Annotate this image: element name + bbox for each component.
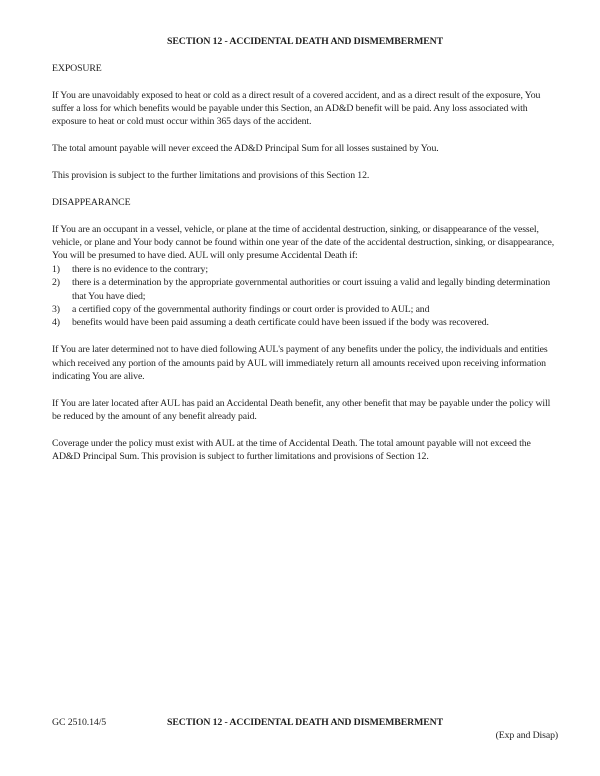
list-item-number: 2) [52, 277, 60, 289]
list-item-number: 1) [52, 263, 60, 275]
exposure-paragraph-2: The total amount payable will never exceed the AD&D Principal Sum for all losses sustained by You. [52, 143, 439, 155]
document-content [52, 35, 558, 464]
disappearance-heading: DISAPPEARANCE [52, 196, 131, 208]
exposure-paragraph-1: If You are unavoidably exposed to heat or cold as a direct result of a covered accident, and as a direct result of the exposure, You suffer a loss for which benefits would be payable under this Section, an AD&D benefit will be paid. Any loss associated with exposure to heat or cold must occur within 365 days of the accident. [52, 89, 541, 128]
footer-title-line [52, 716, 558, 729]
footer-note: (Exp and Disap) [495, 730, 558, 742]
list-item-number: 3) [52, 304, 60, 316]
presumed-death-conditions-list [52, 263, 558, 330]
disappearance-paragraph-1: If You are later determined not to have died following AUL's payment of any benefits under the policy, the individuals and entities which received any portion of the amounts paid by AUL will immediately return all amounts received upon receiving information indicating You are alive. [52, 344, 548, 383]
disappearance-intro-paragraph: If You are an occupant in a vessel, vehicle, or plane at the time of accidental destruction, sinking, or disappearance of the vessel, vehicle, or plane and Your body cannot be found within one year of the date of the accidental destruction, sinking, or disappearance, You will be presumed to have died. AUL will only presume Accidental Death if: [52, 223, 555, 262]
exposure-paragraph-3: This provision is subject to the further limitations and provisions of this Section 12. [52, 170, 370, 181]
list-item-text: a certified copy of the governmental authority findings or court order is provided to AUL; and [72, 304, 430, 316]
disappearance-paragraph-3: Coverage under the policy must exist with AUL at the time of Accidental Death. The total amount payable will not exceed the AD&D Principal Sum. This provision is subject to further limitations and provisions of Section 12. [52, 438, 531, 463]
disappearance-paragraph-2: If You are later located after AUL has paid an Accidental Death benefit, any other benefit that may be payable under the policy will be reduced by the amount of any benefit already paid. [52, 397, 551, 423]
page-footer [52, 716, 558, 743]
list-item [52, 263, 558, 276]
list-item [52, 303, 558, 316]
list-item [52, 276, 558, 303]
page-title: SECTION 12 - ACCIDENTAL DEATH AND DISMEMBERMENT [167, 36, 443, 47]
list-item-number: 4) [52, 317, 60, 329]
list-item-text: benefits would have been paid assuming a death certificate could have been issued if the body was recovered. [72, 317, 489, 329]
footer-section-title: SECTION 12 - ACCIDENTAL DEATH AND DISMEMBERMENT [167, 717, 443, 728]
list-item [52, 316, 558, 329]
list-item-text: there is a determination by the appropriate governmental authorities or court issuing a valid and legally binding determination that You have died; [72, 277, 551, 302]
exposure-heading: EXPOSURE [52, 62, 102, 74]
form-number: GC 2510.14/5 [52, 717, 107, 728]
list-item-text: there is no evidence to the contrary; [72, 263, 208, 275]
